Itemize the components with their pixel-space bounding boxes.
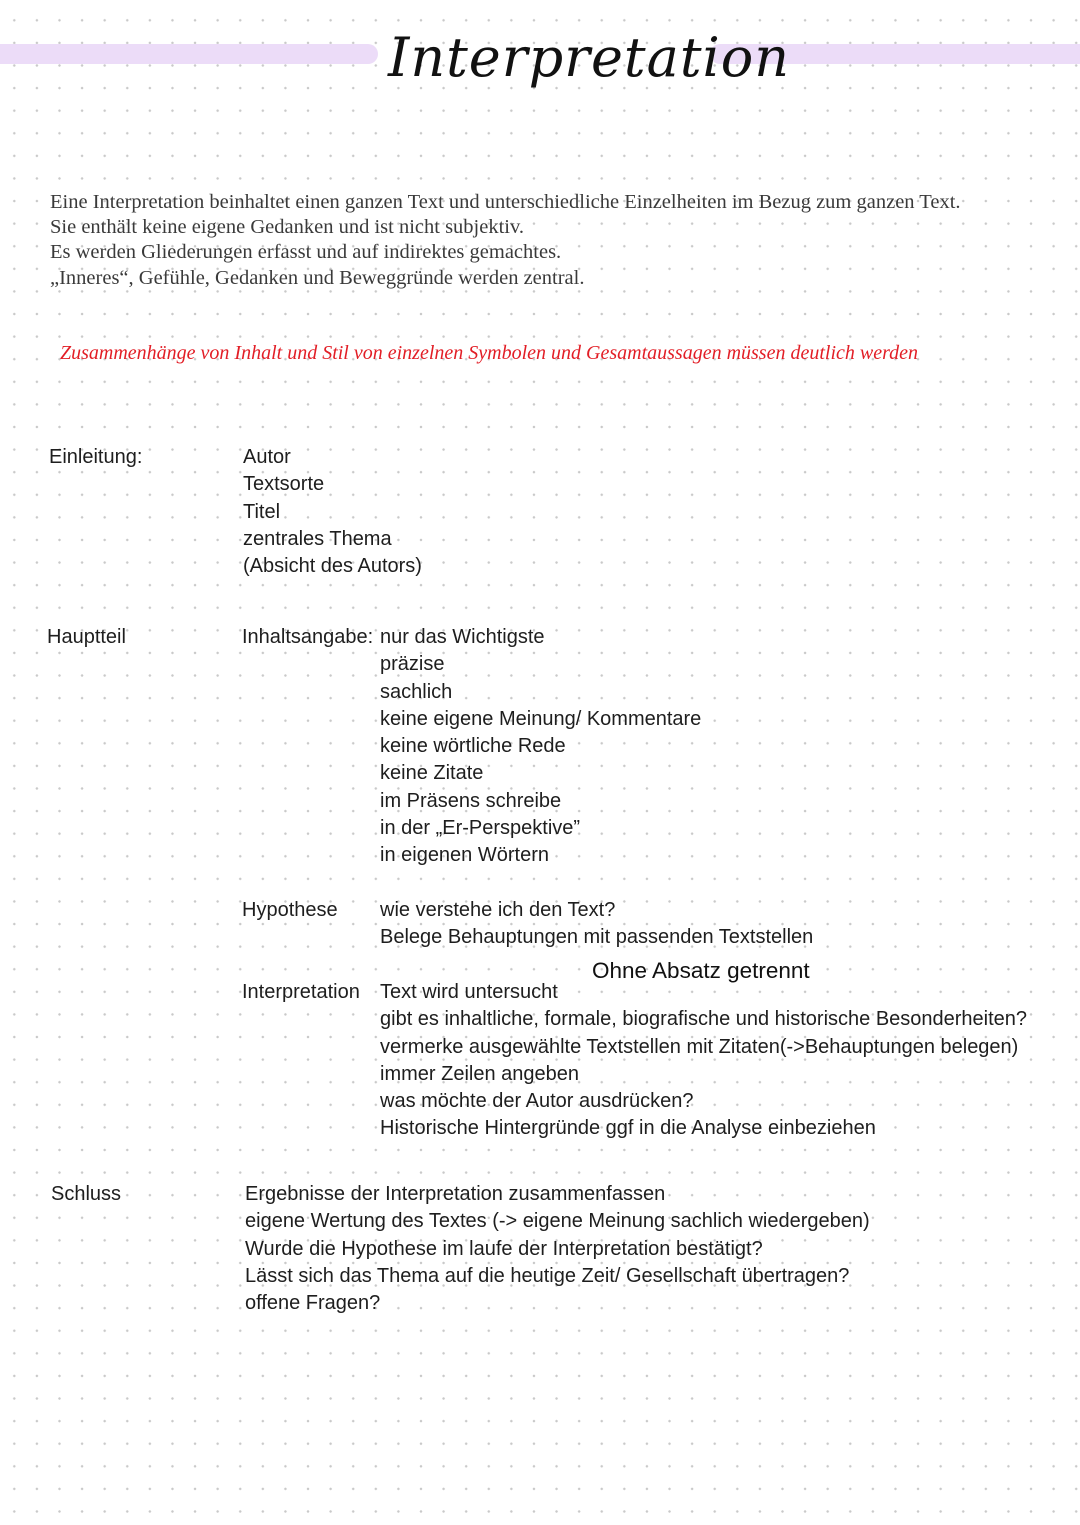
list-item: (Absicht des Autors) (243, 555, 422, 578)
list-item: keine wörtliche Rede (380, 735, 566, 758)
list-item: Textsorte (243, 473, 325, 496)
intro-line: Es werden Gliederungen erfasst und auf indirektes gemachtes. (50, 241, 562, 264)
list-item: Titel (243, 500, 281, 523)
list-item: eigene Wertung des Textes (-> eigene Meinung sachlich wiedergeben) (245, 1210, 870, 1233)
list-item: im Präsens schreibe (380, 789, 562, 812)
callout-note: Ohne Absatz getrennt (592, 958, 810, 983)
list-item: in der „Er-Perspektive” (380, 817, 581, 840)
schluss-list (245, 1181, 870, 1317)
intro-line: Eine Interpretation beinhaltet einen ganzen Text und unterschiedliche Einzelheiten im Bezug zum ganzen Text. (50, 191, 961, 213)
list-item: was möchte der Autor ausdrücken? (380, 1090, 694, 1113)
title-highlight-left (0, 44, 378, 64)
intro-line: „Inneres“, Gefühle, Gedanken und Beweggründe werden zentral. (50, 266, 585, 289)
inhaltsangabe-list (380, 624, 701, 870)
schluss-label: Schluss (51, 1183, 122, 1205)
list-item: Autor (243, 446, 291, 468)
intro-paragraph (50, 190, 1070, 291)
einleitung-list (243, 444, 422, 580)
list-item: gibt es inhaltliche, formale, biografische und historische Besonderheiten? (380, 1008, 1028, 1031)
hauptteil-label: Hauptteil (47, 626, 126, 648)
list-item: immer Zeilen angeben (380, 1062, 579, 1085)
einleitung-label: Einleitung: (49, 446, 143, 468)
list-item: Ergebnisse der Interpretation zusammenfassen (245, 1183, 666, 1205)
list-item: keine eigene Meinung/ Kommentare (380, 707, 702, 730)
hypothese-label: Hypothese (242, 899, 338, 921)
intro-line: Sie enthält keine eigene Gedanken und ist nicht subjektiv. (50, 216, 525, 239)
list-item: Wurde die Hypothese im laufe der Interpretation bestätigt? (245, 1237, 763, 1260)
list-item: Text wird untersucht (380, 981, 558, 1003)
list-item: Lässt sich das Thema auf die heutige Zeit/ Gesellschaft übertragen? (245, 1264, 850, 1287)
page-title: Interpretation (388, 26, 791, 89)
interpretation-label: Interpretation (242, 981, 360, 1003)
list-item: vermerke ausgewählte Textstellen mit Zitaten(->Behauptungen belegen) (380, 1035, 1019, 1058)
list-item: zentrales Thema (243, 527, 392, 550)
list-item: Belege Behauptungen mit passenden Textstellen (380, 926, 814, 949)
hypothese-list (380, 897, 813, 952)
list-item: offene Fragen? (245, 1292, 381, 1315)
interpretation-list (380, 979, 1027, 1143)
list-item: keine Zitate (380, 762, 484, 785)
list-item: Historische Hintergründe ggf in die Analyse einbeziehen (380, 1117, 876, 1140)
list-item: wie verstehe ich den Text? (380, 899, 616, 921)
list-item: präzise (380, 653, 445, 676)
list-item: sachlich (380, 680, 453, 703)
highlight-note: Zusammenhänge von Inhalt und Stil von einzelnen Symbolen und Gesamtaussagen müssen deutlich werden (60, 342, 919, 364)
list-item: nur das Wichtigste (380, 626, 545, 648)
list-item: in eigenen Wörtern (380, 844, 549, 867)
inhaltsangabe-label: Inhaltsangabe: (242, 626, 374, 648)
